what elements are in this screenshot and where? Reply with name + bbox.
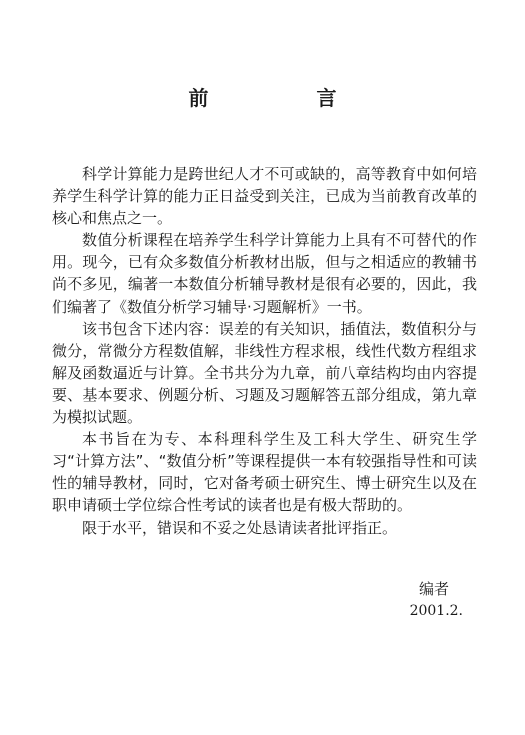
signature-date: 2001.2.: [409, 603, 463, 619]
preface-body: [52, 163, 477, 539]
paragraph: 科学计算能力是跨世纪人才不可或缺的，高等教育中如何培养学生科学计算的能力正日益受到关注，已成为当前教育改革的核心和焦点之一。: [52, 165, 477, 228]
paragraph: 本书旨在为专、本科理科学生及工科大学生、研究生学习“计算方法”、“数值分析”等课程提供一本有较强指导性和可读性的辅导教材，同时，它对备考硕士研究生、博士研究生以及在职申请硕士学位综合性考试的读者也是有极大帮助的。: [52, 430, 477, 515]
paragraph: 该书包含下述内容：误差的有关知识，插值法，数值积分与微分，常微分方程数值解，非线性方程求根，线性代数方程组求解及函数逼近与计算。全书共分为九章，前八章结构均由内容提要、基本要求、例题分析、习题及习题解答五部分组成，第九章为模拟试题。: [52, 319, 477, 427]
paragraph: 限于水平，错误和不妥之处恳请读者批评指正。: [82, 518, 398, 537]
paragraph: 数值分析课程在培养学生科学计算能力上具有不可替代的作用。现今，已有众多数值分析教材出版，但与之相适应的教辅书尚不多见，编著一本数值分析辅导教材是很有必要的，因此，我们编著了《数值分析学习辅导·习题解析》一书。: [52, 231, 477, 316]
author-signature: 编者: [418, 580, 449, 598]
signature-block: [410, 578, 463, 622]
page-title: 前 言: [188, 86, 381, 110]
